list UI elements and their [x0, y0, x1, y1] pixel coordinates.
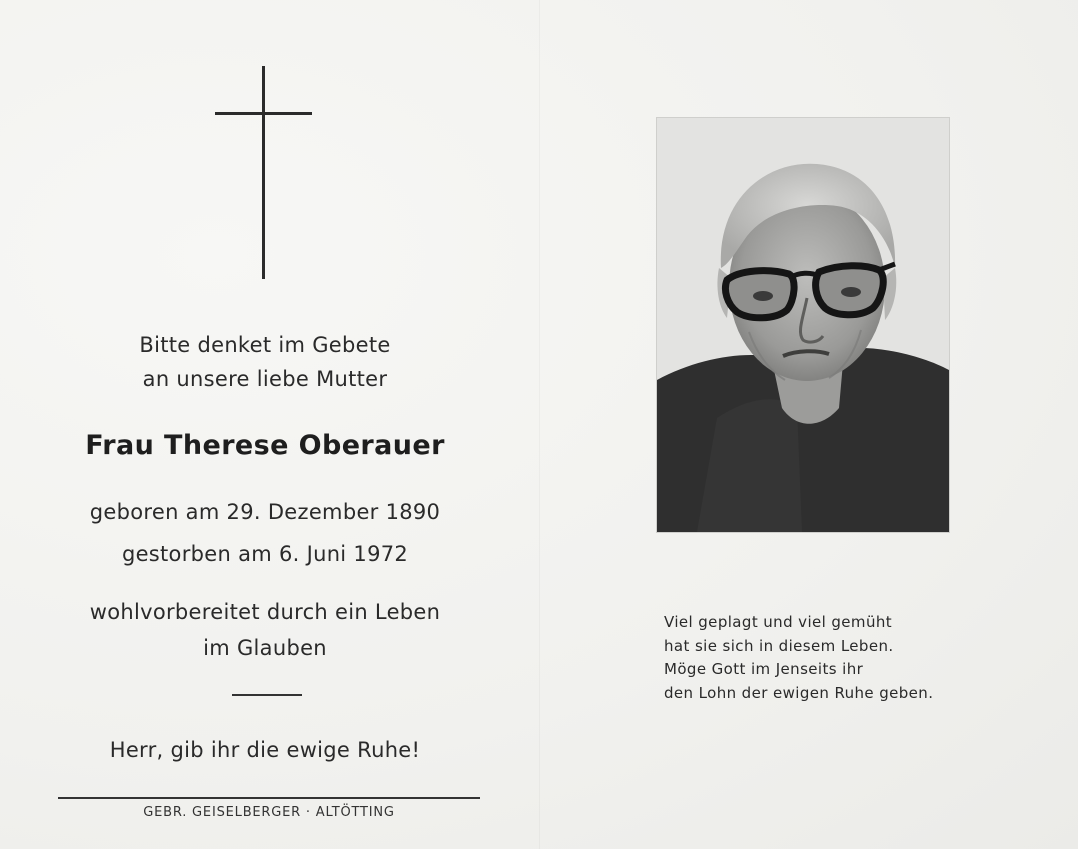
short-divider — [232, 694, 302, 696]
prayer-line: Herr, gib ihr die ewige Ruhe! — [109, 738, 421, 762]
intro-line-1: Bitte denket im Gebete — [139, 333, 391, 357]
portrait-photo — [657, 118, 949, 532]
portrait-illustration — [657, 118, 949, 532]
verse-line-3: Möge Gott im Jenseits ihr — [664, 660, 864, 678]
deceased-name: Frau Therese Oberauer — [85, 430, 445, 461]
verse-line-4: den Lohn der ewigen Ruhe geben. — [664, 683, 934, 702]
fold-line — [539, 0, 540, 849]
birth-date: geboren am 29. Dezember 1890 — [89, 500, 441, 524]
verse-block — [664, 611, 984, 705]
printer-imprint: GEBR. GEISELBERGER · ALTÖTTING — [143, 805, 395, 820]
prepared-line-1: wohlvorbereitet durch ein Leben — [89, 600, 441, 624]
footer-divider — [58, 797, 480, 799]
prepared-line-2: im Glauben — [203, 636, 327, 660]
verse-line-1: Viel geplagt und viel gemüht — [664, 613, 893, 631]
death-date: gestorben am 6. Juni 1972 — [121, 542, 409, 566]
left-panel — [40, 0, 490, 849]
intro-line-2: an unsere liebe Mutter — [142, 367, 388, 391]
verse-line-2: hat sie sich in diesem Leben. — [664, 636, 894, 655]
